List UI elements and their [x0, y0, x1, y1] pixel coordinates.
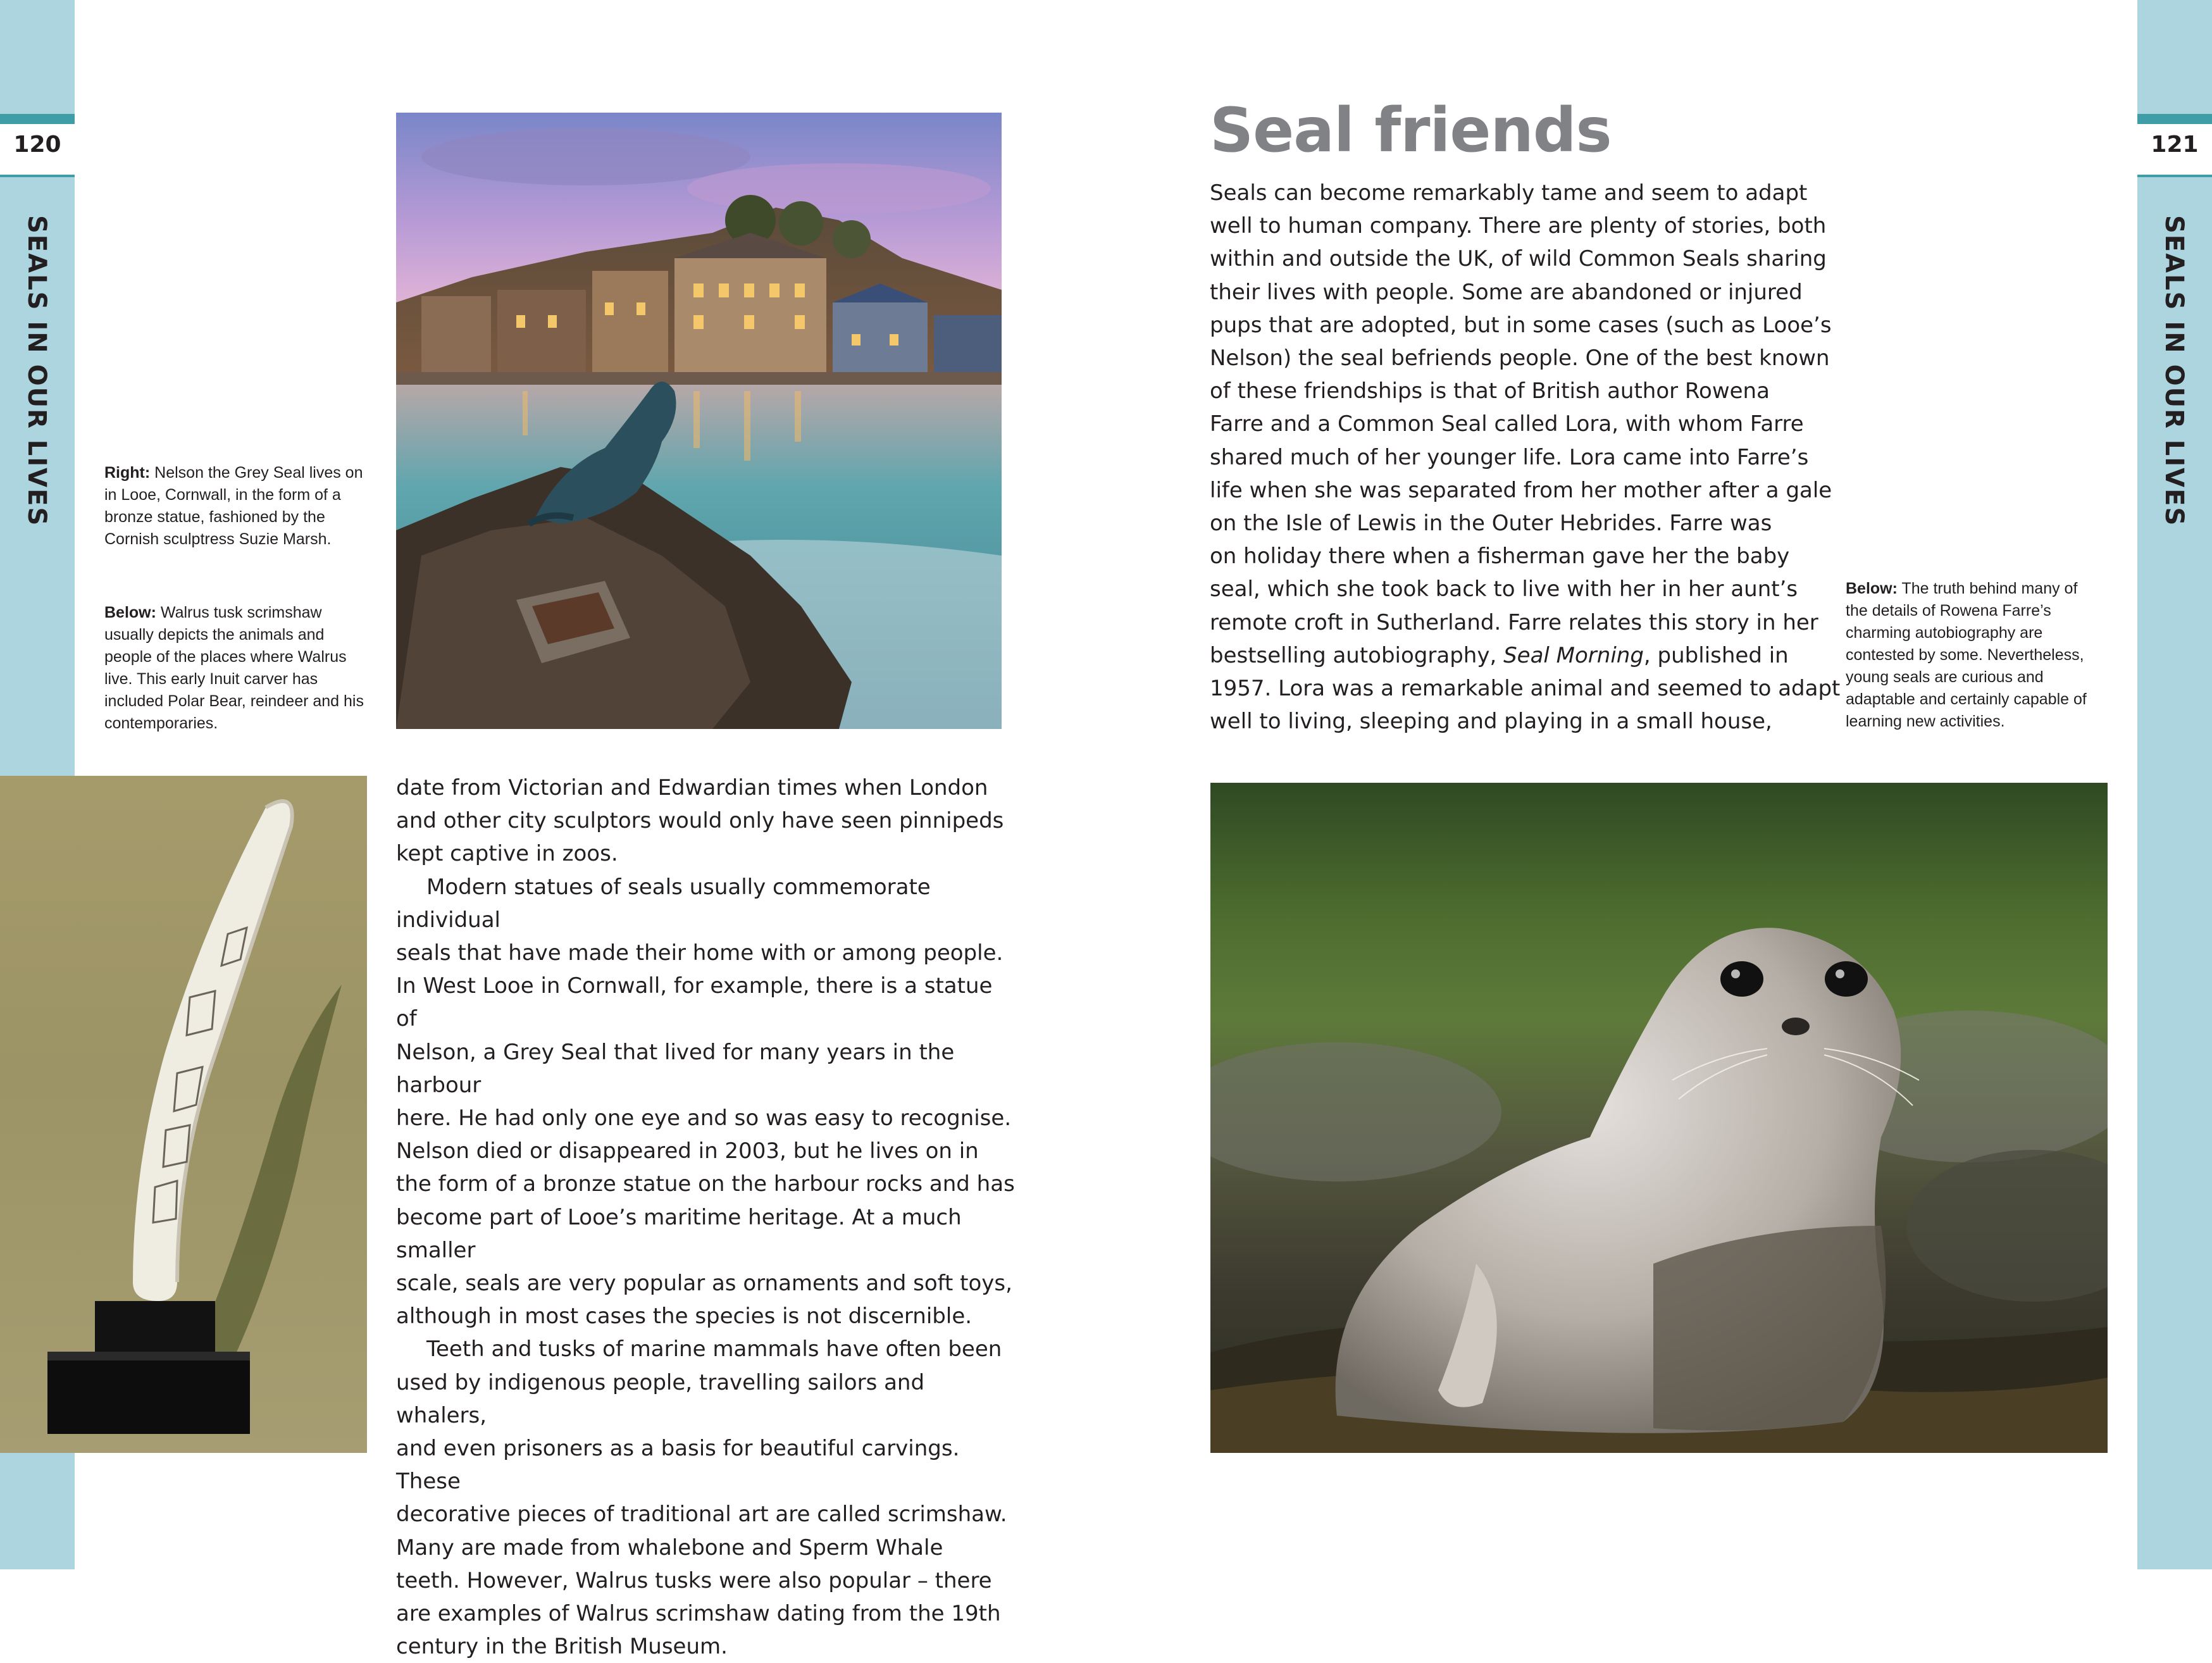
left-folio-tab: [0, 114, 75, 177]
body-line: on holiday there when a fisherman gave her the baby: [1210, 544, 1790, 570]
body-line: on the Isle of Lewis in the Outer Hebrides. Farre was: [1210, 511, 1772, 537]
body-line: are examples of Walrus scrimshaw dating from the 19th: [396, 1601, 1001, 1627]
body-line: date from Victorian and Edwardian times when London: [396, 775, 988, 800]
caption-text: The truth behind many of the details of Rowena Farre’s charming autobiography are contested by some. Nevertheless, young seals are curious and adaptable and certainly capable of learning new activities.: [1846, 580, 2087, 730]
body-line: 1957. Lora was a remarkable animal and seemed to adapt: [1210, 676, 1841, 702]
body-line: Nelson) the seal befriends people. One of the best known: [1210, 346, 1830, 371]
caption-label: Below:: [1846, 580, 1898, 597]
body-line: shared much of her younger life. Lora came into Farre’s: [1210, 444, 1809, 470]
harbour-illustration: [396, 113, 1002, 729]
walrus-tusk-scrimshaw-photo: [0, 776, 367, 1453]
body-line: although in most cases the species is not discernible.: [396, 1304, 972, 1330]
body-line: and other city sculptors would only have seen pinnipeds: [396, 808, 1004, 834]
body-line: their lives with people. Some are abandoned or injured: [1210, 279, 1803, 305]
book-title: Seal Morning: [1503, 642, 1644, 668]
body-line: the form of a bronze statue on the harbour rocks and has: [396, 1171, 1015, 1197]
body-line: life when she was separated from her mother after a gale: [1210, 477, 1832, 503]
body-line: kept captive in zoos.: [396, 841, 618, 867]
body-line: teeth. However, Walrus tusks were also popular – there: [396, 1567, 992, 1593]
body-line: Modern statues of seals usually commemorate individual: [396, 874, 931, 933]
page-title: Seal friends: [1210, 95, 1612, 166]
body-line: and even prisoners as a basis for beautiful carvings. These: [396, 1436, 960, 1495]
caption-below-photo: [104, 602, 370, 735]
body-line: within and outside the UK, of wild Common Seals sharing: [1210, 246, 1827, 272]
caption-text: Nelson the Grey Seal lives on in Looe, Cornwall, in the form of a bronze statue, fashioned by the Cornish sculptress Suzie Marsh.: [104, 464, 363, 548]
body-line: Many are made from whalebone and Sperm Whale: [396, 1535, 943, 1560]
body-line: remote croft in Sutherland. Farre relates this story in her: [1210, 609, 1818, 635]
running-head-right: [2137, 215, 2212, 527]
body-line: In West Looe in Cornwall, for example, there is a statue of: [396, 973, 993, 1032]
running-head-right-text: SEALS IN OUR LIVES: [2159, 215, 2189, 527]
right-folio-tab: [2137, 114, 2212, 177]
body-line: used by indigenous people, travelling sailors and whalers,: [396, 1369, 925, 1428]
body-line: century in the British Museum.: [396, 1634, 728, 1660]
running-head-left: [0, 215, 75, 527]
caption-label: Below:: [104, 604, 156, 621]
body-line: well to living, sleeping and playing in a small house,: [1210, 709, 1772, 735]
body-line: decorative pieces of traditional art are called scrimshaw.: [396, 1502, 1007, 1528]
body-line: Seals can become remarkably tame and seem to adapt: [1210, 180, 1808, 206]
common-seal-photo: [1210, 783, 2108, 1453]
body-line: seals that have made their home with or among people.: [396, 940, 1003, 966]
page-number-left: 120: [13, 132, 61, 158]
body-line: Teeth and tusks of marine mammals have often been: [426, 1336, 1002, 1362]
body-line: scale, seals are very popular as ornaments and soft toys,: [396, 1271, 1012, 1297]
right-body-text: [1210, 177, 1842, 738]
page-number-right: 121: [2151, 132, 2199, 158]
body-line: of these friendships is that of British author Rowena: [1210, 378, 1770, 404]
running-head-left-text: SEALS IN OUR LIVES: [22, 215, 51, 527]
body-line: pups that are adopted, but in some cases (such as Looe’s: [1210, 312, 1832, 338]
body-line: Farre and a Common Seal called Lora, with whom Farre: [1210, 411, 1804, 437]
body-line: here. He had only one eye and so was easy to recognise.: [396, 1106, 1012, 1131]
body-line-with-title: bestselling autobiography, Seal Morning, published in: [1210, 642, 1789, 668]
scrimshaw-illustration: [0, 776, 367, 1453]
body-line: seal, which she took back to live with her in her aunt’s: [1210, 576, 1798, 602]
nelson-statue-photo: [396, 113, 1002, 729]
seal-illustration: [1210, 783, 2108, 1453]
caption-label: Right:: [104, 464, 151, 482]
body-line: well to human company. There are plenty of stories, both: [1210, 213, 1827, 239]
caption-right-photo: [104, 462, 364, 551]
body-line: Nelson, a Grey Seal that lived for many years in the harbour: [396, 1039, 955, 1098]
caption-text: Walrus tusk scrimshaw usually depicts the animals and people of the places where Walrus live. This early Inuit carver has included Polar Bear, reindeer and his contemporaries.: [104, 604, 364, 732]
body-line: Nelson died or disappeared in 2003, but he lives on in: [396, 1138, 979, 1164]
body-line: become part of Looe’s maritime heritage. At a much smaller: [396, 1204, 962, 1263]
caption-below-seal: [1846, 578, 2099, 733]
left-body-text: [396, 771, 1016, 1663]
